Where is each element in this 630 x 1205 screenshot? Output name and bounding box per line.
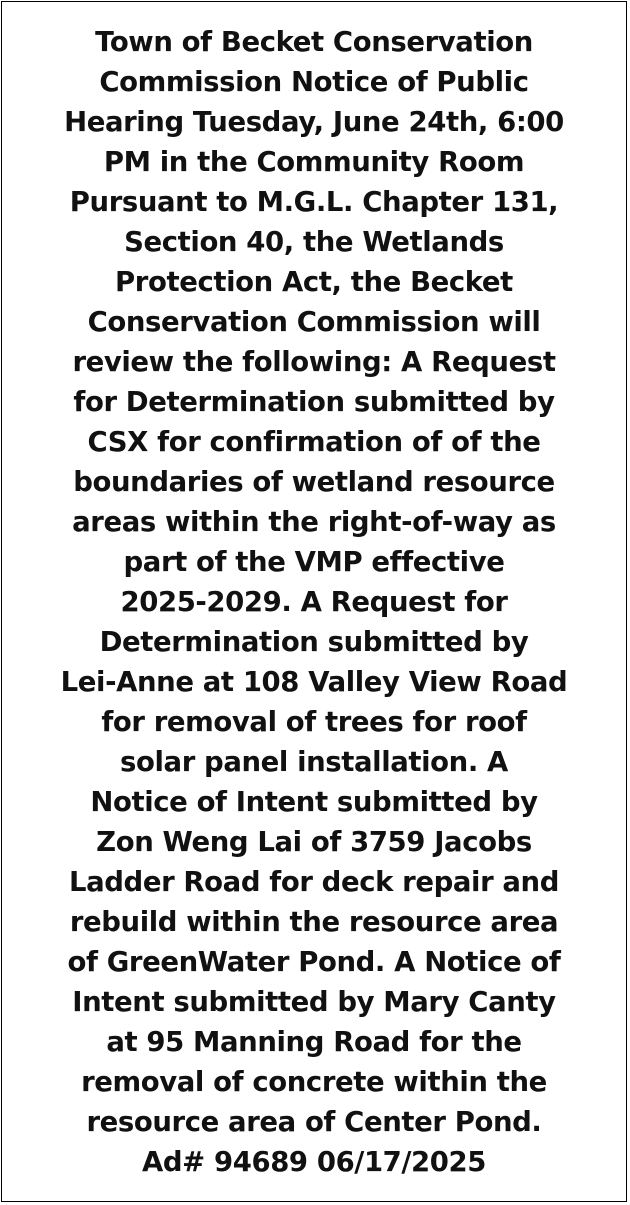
public-hearing-notice-text: Town of Becket Conservation Commission Notice of Public Hearing Tuesday, June 24th, 6:00 PM in the Community Room Pursuant to M.G.L. Chapter 131, Section 40, the Wetlands Protection Act, the Becket Conservation Commission will review the following: A Request for Determination submitted by CSX for confirmation of of the boundaries of wetland resource areas within the right-of-way as part of the VMP effective 2025-2029. A Request for Determination submitted by Lei-Anne at 108 Valley View Road for removal of trees for roof solar panel installation. A Notice of Intent submitted by Zon Weng Lai of 3759 Jacobs Ladder Road for deck repair and rebuild within the resource area of GreenWater Pond. A Notice of Intent submitted by Mary Canty at 95 Manning Road for the removal of concrete within the resource area of Center Pond. Ad# 94689 06/17/2025 bbox=[60, 26, 568, 1178]
legal-notice-ad bbox=[1, 1, 627, 1202]
